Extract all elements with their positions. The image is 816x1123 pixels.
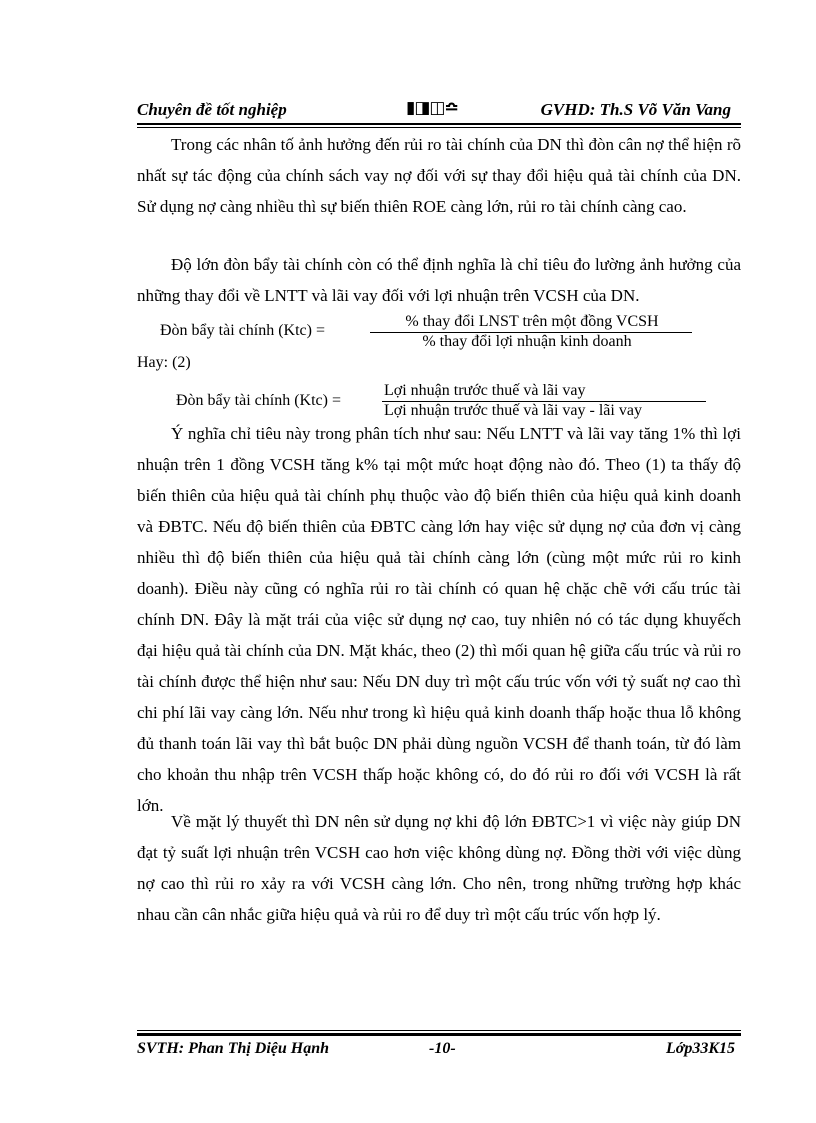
footer-class: Lớp33K15 xyxy=(665,1040,735,1057)
header-document-type: Chuyên đề tốt nghiệp xyxy=(137,100,287,119)
footer-student: SVTH: Phan Thị Diệu Hạnh xyxy=(137,1040,330,1057)
formula-1 xyxy=(160,313,700,353)
page-footer xyxy=(137,1040,741,1062)
footer-rule xyxy=(137,1033,741,1036)
paragraph: Ý nghĩa chỉ tiêu này trong phân tích như sau: Nếu LNTT và lãi vay tăng 1% thì lợi nhuận trên 1 đồng VCSH tăng k% tại một mức hoạt động nào đó. Theo (1) ta thấy độ biến thiên của hiệu quả tài chính phụ thuộc vào độ biến thiên của hiệu quả kinh doanh và ĐBTC. Nếu độ biến thiên của ĐBTC càng lớn hay việc sử dụng nợ của đơn vị càng nhiều thì độ biến thiên của hiệu quả tài chính càng lớn (cùng một mức rủi ro kinh doanh). Điều này cũng có nghĩa rủi ro tài chính có quan hệ chặc chẽ với cấu trúc tài chính DN. Đây là mặt trái của việc sử dụng nợ cao, tuy nhiên nó có tác dụng khuyếch đại hiệu quả tài chính của DN. Mặt khác, theo (2) thì mối quan hệ giữa cấu trúc và rủi ro tài chính được thể hiện như sau: Nếu DN duy trì một cấu trúc vốn với tỷ suất nợ cao thì chi phí lãi vay càng lớn. Nếu như trong kì hiệu quả kinh doanh thấp hoặc thua lỗ không đủ thanh toán lãi vay thì bắt buộc DN phải dùng nguồn VCSH để thanh toán, từ đó làm cho khoản thu nhập trên VCSH thấp hoặc không có, do đó rủi ro đối với VCSH là rất lớn. xyxy=(137,424,741,815)
header-rule-thin xyxy=(137,127,741,128)
header-advisor: GVHD: Th.S Võ Văn Vang xyxy=(540,100,731,119)
footer-rule-thin xyxy=(137,1030,741,1031)
page-header xyxy=(137,98,741,122)
formula-1-numerator: % thay đổi LNST trên một đồng VCSH xyxy=(405,313,659,330)
paragraph: Độ lớn đòn bẩy tài chính còn có thể định nghĩa là chỉ tiêu đo lường ảnh hưởng của những thay đổi về LNTT và lãi vay đối với lợi nhuận trên VCSH của DN. xyxy=(137,255,741,305)
page-number: -10- xyxy=(429,1040,456,1057)
formula-1-label: Đòn bẩy tài chính (Ktc) = xyxy=(160,322,325,339)
paragraph-4-block xyxy=(137,806,741,930)
paragraph: Trong các nhân tố ảnh hưởng đến rủi ro tài chính của DN thì đòn cân nợ thể hiện rõ nhất sự tác động của chính sách vay nợ đối với sự thay đổi hiệu quả tài chính của DN. Sử dụng nợ càng nhiều thì sự biến thiên ROE càng lớn, rủi ro tài chính càng cao. xyxy=(137,135,741,216)
hay-label: Hay: (2) xyxy=(137,354,191,371)
header-logo: ▮◨◫≏ xyxy=(406,98,458,117)
formula-2-label: Đòn bẩy tài chính (Ktc) = xyxy=(176,392,341,409)
formula-2 xyxy=(176,382,716,422)
paragraph-1-block xyxy=(137,129,741,222)
formula-2-numerator: Lợi nhuận trước thuế và lãi vay xyxy=(384,382,586,399)
header-rule xyxy=(137,123,741,125)
paragraph-2-block xyxy=(137,249,741,311)
formula-1-denominator: % thay đổi lợi nhuận kinh doanh xyxy=(422,333,632,350)
paragraph-3-block xyxy=(137,418,741,821)
paragraph: Về mặt lý thuyết thì DN nên sử dụng nợ khi độ lớn ĐBTC>1 vì việc này giúp DN đạt tỷ suất lợi nhuận trên VCSH cao hơn việc không dùng nợ. Đồng thời với việc dùng nợ cao thì rủi ro xảy ra với VCSH càng lớn. Cho nên, trong những trường hợp khác nhau cần cân nhắc giữa hiệu quả và rủi ro để duy trì một cấu trúc vốn hợp lý. xyxy=(137,812,741,924)
formula-2-denominator: Lợi nhuận trước thuế và lãi vay - lãi vay xyxy=(384,402,642,419)
